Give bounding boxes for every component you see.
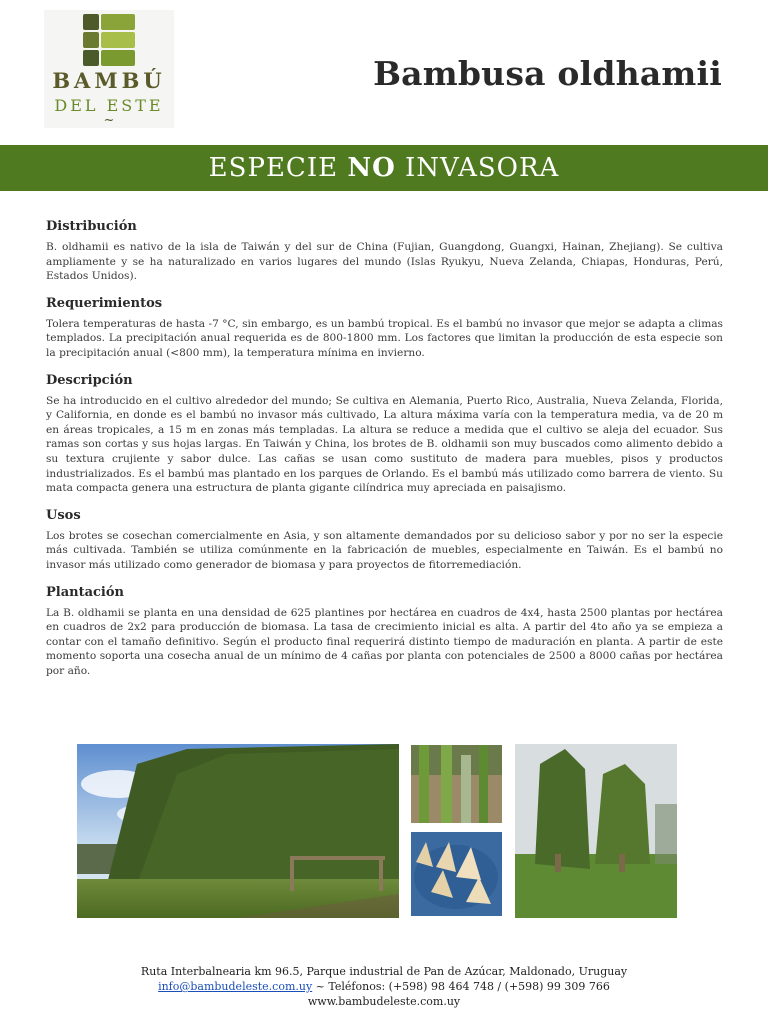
footer-contact [0,979,768,994]
logo-tilde: ~ [103,113,115,128]
photo-bamboo-clumps [515,744,677,918]
page-title: Bambusa oldhamii [373,54,722,93]
section-heading: Plantación [46,584,124,600]
main-content [46,218,723,689]
section-heading: Usos [46,507,81,523]
section-heading: Descripción [46,372,133,388]
section-heading: Requerimientos [46,295,163,311]
section-body: Los brotes se cosechan comercialmente en Asia, y son altamente demandados por su delicioso sabor y por no ser la especie más cultivada. También se utiliza comúnmente en la fabricación de muebles, especialmente en Taiwán. Es el bambú no invasor más utilizado como generador de biomasa y para proyectos de fitorremediación. [46,529,723,571]
logo-subtitle: DEL ESTE [54,96,164,115]
section-body: B. oldhamii es nativo de la isla de Taiwán y del sur de China (Fujian, Guangdong, Guangxi, Hainan, Zhejiang). Se cultiva ampliamente y se ha naturalizado en varios lugares del mundo (Islas Ryukyu, Nueva Zelanda, Chiapas, Honduras, Perú, Estados Unidos). [46,241,723,283]
section-plantacion [46,584,723,679]
banner-suffix: INVASORA [395,153,560,183]
section-body: La B. oldhamii se planta en una densidad de 625 plantines por hectárea en cuadros de 4x4, hasta 2500 plantas por hectárea en cuadros de 2x2 para producción de biomasa. La tasa de crecimiento inicial es alta. A partir del 4to año ya se empieza a contar con el tamaño definitivo. Según el producto final requerirá distinto tiempo de maduración en planta. A partir de este momento soporta una cosecha anual de un mínimo de 4 cañas por planta con potenciales de 2500 a 8000 cañas por hectárea por año. [46,606,723,677]
bamboo-tiles-icon [83,14,135,66]
footer-address: Ruta Interbalnearia km 96.5, Parque industrial de Pan de Azúcar, Maldonado, Uruguay [140,965,628,978]
photo-bamboo-culms [411,745,502,823]
footer-website[interactable]: www.bambudeleste.com.uy [307,995,461,1008]
species-banner [0,145,768,191]
section-body: Tolera temperaturas de hasta -7 °C, sin embargo, es un bambú tropical. Es el bambú no invasor que mejor se adapta a climas templados. La precipitación anual requerida es de 800-1800 mm. Los factores que limitan la producción de esta especie son la precipitación anual (<800 mm), la temperatura mínima en invierno. [46,317,723,359]
footer-phones: ~ Teléfonos: (+598) 98 464 748 / (+598) 99 309 766 [312,980,610,993]
photo-bamboo-shoots [411,832,502,916]
email-link[interactable]: info@bambudeleste.com.uy [158,980,313,993]
footer [0,964,768,1009]
section-requerimientos [46,295,723,361]
section-body: Se ha introducido en el cultivo alrededor del mundo; Se cultiva en Alemania, Puerto Rico, Australia, Nueva Zelanda, Florida, y California, en donde es el bambú no invasor más cultivado, La altura máxima varía con la temperatura media, va de 20 m en áreas tropicales, a 15 m en zonas más templadas. La altura se reduce a medida que el cultivo se aleja del ecuador. Sus ramas son cortas y sus hojas largas. En Taiwán y China, los brotes de B. oldhamii son muy buscados como alimento debido a su textura crujiente y sabor dulce. Las cañas se usan como sustituto de madera para muebles, pisos y productos industrializados. Es el bambú mas plantado en los parques de Orlando. Es el bambú más utilizado como barrera de viento. Su mata compacta genera una estructura de planta gigante cilíndrica muy apreciada en paisajismo. [46,394,723,495]
brand-logo [44,10,174,128]
section-usos [46,507,723,573]
logo-name: BAMBÚ [52,68,166,93]
section-heading: Distribución [46,219,137,234]
section-descripcion [46,372,723,496]
photo-bamboo-windbreak [77,744,399,918]
banner-prefix: ESPECIE [208,153,348,183]
banner-emphasis: NO [347,153,396,183]
section-distribucion [46,218,723,284]
